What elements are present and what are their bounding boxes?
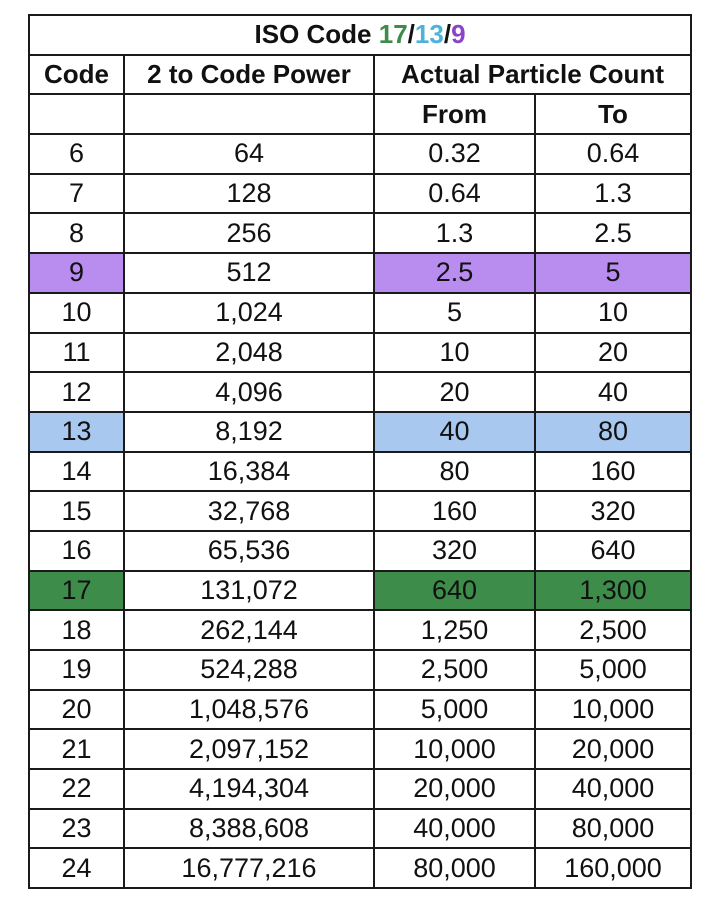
- cell-power: 262,144: [124, 610, 374, 650]
- cell-to: 80,000: [535, 809, 691, 849]
- cell-code: 11: [29, 333, 124, 373]
- cell-power: 65,536: [124, 531, 374, 571]
- cell-code: 22: [29, 769, 124, 809]
- cell-power: 512: [124, 253, 374, 293]
- header-row: [29, 55, 691, 95]
- title-separator: /: [407, 19, 415, 50]
- header-to: To: [535, 94, 691, 134]
- table-row: [29, 531, 691, 571]
- cell-code: 18: [29, 610, 124, 650]
- cell-code: 6: [29, 134, 124, 174]
- cell-code: 17: [29, 571, 124, 611]
- cell-code: 15: [29, 491, 124, 531]
- cell-to: 40,000: [535, 769, 691, 809]
- title-code-13: 13: [414, 19, 444, 50]
- cell-from: 320: [374, 531, 535, 571]
- cell-to: 5: [535, 253, 691, 293]
- iso-code-table: [28, 14, 692, 889]
- cell-code: 16: [29, 531, 124, 571]
- cell-from: 5: [374, 293, 535, 333]
- cell-code: 9: [29, 253, 124, 293]
- cell-code: 23: [29, 809, 124, 849]
- cell-from: 40: [374, 412, 535, 452]
- cell-to: 40: [535, 372, 691, 412]
- cell-power: 1,024: [124, 293, 374, 333]
- cell-from: 20,000: [374, 769, 535, 809]
- cell-from: 160: [374, 491, 535, 531]
- table-row: [29, 412, 691, 452]
- cell-from: 5,000: [374, 690, 535, 730]
- cell-from: 20: [374, 372, 535, 412]
- table-row: [29, 729, 691, 769]
- cell-power: 256: [124, 213, 374, 253]
- cell-to: 1.3: [535, 174, 691, 214]
- cell-to: 80: [535, 412, 691, 452]
- cell-code: 21: [29, 729, 124, 769]
- table-row: [29, 134, 691, 174]
- cell-power: 2,097,152: [124, 729, 374, 769]
- table-row: [29, 610, 691, 650]
- title-separator: /: [443, 19, 452, 50]
- cell-power: 16,384: [124, 452, 374, 492]
- cell-code: 24: [29, 848, 124, 888]
- cell-code: 8: [29, 213, 124, 253]
- cell-power: 16,777,216: [124, 848, 374, 888]
- cell-from: 1.3: [374, 213, 535, 253]
- cell-to: 2.5: [535, 213, 691, 253]
- cell-power: 1,048,576: [124, 690, 374, 730]
- cell-to: 5,000: [535, 650, 691, 690]
- table-body: [29, 134, 691, 888]
- cell-from: 10: [374, 333, 535, 373]
- table-row: [29, 253, 691, 293]
- cell-from: 2,500: [374, 650, 535, 690]
- header-particle-count: Actual Particle Count: [374, 55, 691, 95]
- table-row: [29, 848, 691, 888]
- cell-code: 14: [29, 452, 124, 492]
- cell-code: 13: [29, 412, 124, 452]
- cell-from: 1,250: [374, 610, 535, 650]
- cell-to: 2,500: [535, 610, 691, 650]
- cell-to: 1,300: [535, 571, 691, 611]
- table-row: [29, 571, 691, 611]
- table-row: [29, 491, 691, 531]
- cell-to: 160,000: [535, 848, 691, 888]
- cell-from: 2.5: [374, 253, 535, 293]
- subheader-row: [29, 94, 691, 134]
- header-code: Code: [29, 55, 124, 95]
- cell-to: 0.64: [535, 134, 691, 174]
- table-row: [29, 213, 691, 253]
- cell-power: 64: [124, 134, 374, 174]
- cell-power: 2,048: [124, 333, 374, 373]
- table-row: [29, 690, 691, 730]
- cell-to: 20: [535, 333, 691, 373]
- header-power: 2 to Code Power: [124, 55, 374, 95]
- cell-code: 12: [29, 372, 124, 412]
- table-row: [29, 452, 691, 492]
- cell-power: 8,388,608: [124, 809, 374, 849]
- cell-power: 8,192: [124, 412, 374, 452]
- title-row: [29, 15, 691, 55]
- cell-to: 10,000: [535, 690, 691, 730]
- table-row: [29, 809, 691, 849]
- cell-code: 19: [29, 650, 124, 690]
- cell-power: 4,096: [124, 372, 374, 412]
- cell-code: 10: [29, 293, 124, 333]
- cell-from: 80: [374, 452, 535, 492]
- cell-power: 32,768: [124, 491, 374, 531]
- cell-to: 160: [535, 452, 691, 492]
- cell-power: 4,194,304: [124, 769, 374, 809]
- cell-power: 131,072: [124, 571, 374, 611]
- title-code-17: 17: [378, 19, 408, 50]
- cell-power: 128: [124, 174, 374, 214]
- subheader-empty: [124, 94, 374, 134]
- cell-from: 80,000: [374, 848, 535, 888]
- subheader-empty: [29, 94, 124, 134]
- table-row: [29, 650, 691, 690]
- cell-from: 640: [374, 571, 535, 611]
- header-from: From: [374, 94, 535, 134]
- title-prefix: ISO Code: [254, 19, 379, 50]
- cell-from: 10,000: [374, 729, 535, 769]
- cell-to: 10: [535, 293, 691, 333]
- cell-power: 524,288: [124, 650, 374, 690]
- table-row: [29, 174, 691, 214]
- cell-from: 0.32: [374, 134, 535, 174]
- cell-from: 40,000: [374, 809, 535, 849]
- table-row: [29, 372, 691, 412]
- cell-code: 20: [29, 690, 124, 730]
- cell-from: 0.64: [374, 174, 535, 214]
- cell-to: 320: [535, 491, 691, 531]
- table-row: [29, 769, 691, 809]
- cell-to: 20,000: [535, 729, 691, 769]
- table-row: [29, 293, 691, 333]
- title-code-9: 9: [451, 19, 466, 50]
- table-row: [29, 333, 691, 373]
- cell-code: 7: [29, 174, 124, 214]
- cell-to: 640: [535, 531, 691, 571]
- table-title: [29, 15, 691, 55]
